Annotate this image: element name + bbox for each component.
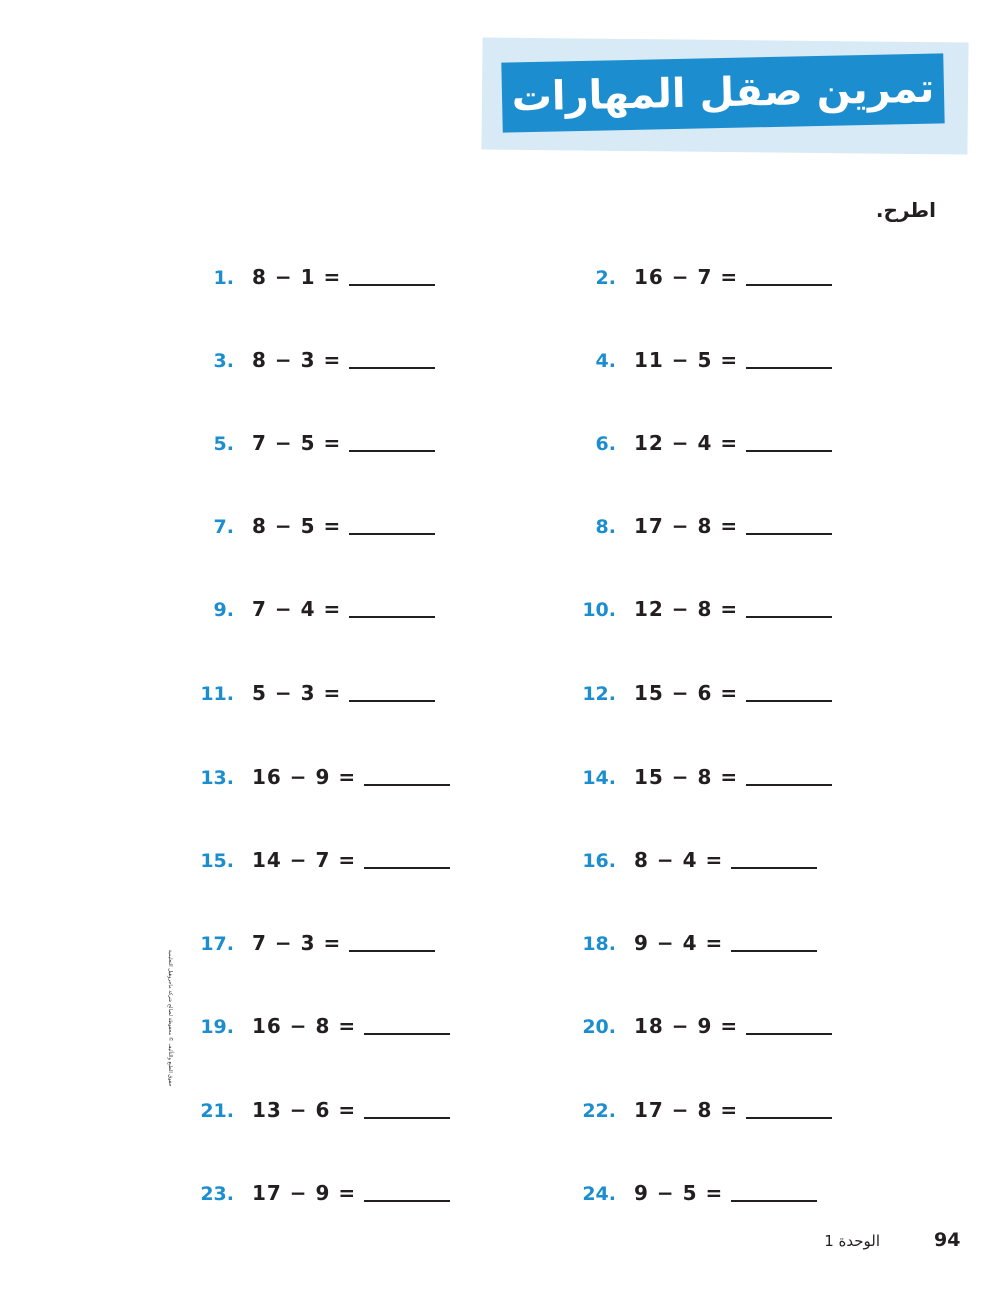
problem-item	[578, 838, 817, 872]
problem-expression: 15 − 6 =	[634, 681, 739, 705]
answer-blank[interactable]	[364, 867, 450, 869]
answer-blank[interactable]	[349, 450, 435, 452]
problem-item	[578, 1088, 832, 1122]
problem-number: 5.	[213, 433, 234, 455]
problem-item	[578, 338, 832, 372]
problem-expression: 8 − 3 =	[252, 348, 342, 372]
page-title: تمرين صقل المهارات	[511, 65, 935, 121]
problem-number: 4.	[595, 350, 616, 372]
answer-blank[interactable]	[349, 950, 435, 952]
problem-item	[196, 255, 435, 289]
problem-expression: 11 − 5 =	[634, 348, 739, 372]
answer-blank[interactable]	[746, 700, 832, 702]
footer-page-number: 94	[934, 1229, 961, 1251]
problem-item	[578, 921, 817, 955]
problem-expression: 7 − 5 =	[252, 431, 342, 455]
problem-item	[578, 421, 832, 455]
problem-item	[578, 504, 832, 538]
instruction-text: اطرح.	[875, 198, 936, 222]
answer-blank[interactable]	[746, 616, 832, 618]
answer-blank[interactable]	[364, 784, 450, 786]
problem-item	[196, 1171, 450, 1205]
problem-number: 16.	[582, 850, 616, 872]
problem-item	[578, 755, 832, 789]
problem-number: 22.	[582, 1100, 616, 1122]
problem-expression: 14 − 7 =	[252, 848, 357, 872]
problem-expression: 18 − 9 =	[634, 1014, 739, 1038]
answer-blank[interactable]	[746, 784, 832, 786]
problem-number: 1.	[213, 267, 234, 289]
answer-blank[interactable]	[349, 700, 435, 702]
problem-number: 10.	[582, 599, 616, 621]
problem-number: 23.	[200, 1183, 234, 1205]
problem-number: 7.	[213, 516, 234, 538]
problem-expression: 5 − 3 =	[252, 681, 342, 705]
problem-number: 3.	[213, 350, 234, 372]
answer-blank[interactable]	[746, 284, 832, 286]
answer-blank[interactable]	[746, 1033, 832, 1035]
problem-number: 21.	[200, 1100, 234, 1122]
problem-item	[196, 755, 450, 789]
problem-number: 8.	[595, 516, 616, 538]
problem-expression: 16 − 9 =	[252, 765, 357, 789]
footer-unit-label: الوحدة 1	[824, 1232, 880, 1250]
answer-blank[interactable]	[731, 867, 817, 869]
problem-expression: 8 − 4 =	[634, 848, 724, 872]
problem-item	[578, 1004, 832, 1038]
answer-blank[interactable]	[364, 1117, 450, 1119]
problem-number: 11.	[200, 683, 234, 705]
title-banner	[501, 53, 944, 132]
answer-blank[interactable]	[349, 533, 435, 535]
problem-item	[196, 421, 435, 455]
problem-expression: 7 − 3 =	[252, 931, 342, 955]
problem-item	[196, 671, 435, 705]
answer-blank[interactable]	[746, 533, 832, 535]
problem-expression: 8 − 1 =	[252, 265, 342, 289]
side-credit-text: حقوق الطبع والتأليف © محفوظة لصالح شركة ماجروهيل التعليمية	[167, 949, 173, 1087]
problem-expression: 15 − 8 =	[634, 765, 739, 789]
answer-blank[interactable]	[364, 1200, 450, 1202]
answer-blank[interactable]	[746, 1117, 832, 1119]
problem-item	[196, 1004, 450, 1038]
problem-expression: 13 − 6 =	[252, 1098, 357, 1122]
problem-item	[196, 838, 450, 872]
problem-item	[196, 921, 435, 955]
problem-number: 19.	[200, 1016, 234, 1038]
answer-blank[interactable]	[349, 284, 435, 286]
problem-expression: 16 − 8 =	[252, 1014, 357, 1038]
problem-item	[196, 504, 435, 538]
answer-blank[interactable]	[349, 616, 435, 618]
problem-expression: 7 − 4 =	[252, 597, 342, 621]
problem-expression: 9 − 4 =	[634, 931, 724, 955]
answer-blank[interactable]	[746, 450, 832, 452]
problem-number: 12.	[582, 683, 616, 705]
problem-expression: 8 − 5 =	[252, 514, 342, 538]
problem-number: 24.	[582, 1183, 616, 1205]
answer-blank[interactable]	[349, 367, 435, 369]
answer-blank[interactable]	[731, 950, 817, 952]
answer-blank[interactable]	[364, 1033, 450, 1035]
problem-number: 20.	[582, 1016, 616, 1038]
problem-number: 13.	[200, 767, 234, 789]
problem-expression: 16 − 7 =	[634, 265, 739, 289]
problem-number: 14.	[582, 767, 616, 789]
problem-number: 15.	[200, 850, 234, 872]
problem-item	[196, 338, 435, 372]
problem-number: 6.	[595, 433, 616, 455]
problem-expression: 12 − 4 =	[634, 431, 739, 455]
problem-number: 17.	[200, 933, 234, 955]
problem-item	[196, 587, 435, 621]
problem-expression: 17 − 8 =	[634, 514, 739, 538]
problem-item	[196, 1088, 450, 1122]
problem-number: 18.	[582, 933, 616, 955]
problem-expression: 9 − 5 =	[634, 1181, 724, 1205]
problem-number: 2.	[595, 267, 616, 289]
answer-blank[interactable]	[731, 1200, 817, 1202]
problem-item	[578, 587, 832, 621]
problem-item	[578, 255, 832, 289]
problem-item	[578, 671, 832, 705]
problem-expression: 17 − 8 =	[634, 1098, 739, 1122]
problem-item	[578, 1171, 817, 1205]
problem-expression: 17 − 9 =	[252, 1181, 357, 1205]
problem-number: 9.	[213, 599, 234, 621]
answer-blank[interactable]	[746, 367, 832, 369]
problem-expression: 12 − 8 =	[634, 597, 739, 621]
